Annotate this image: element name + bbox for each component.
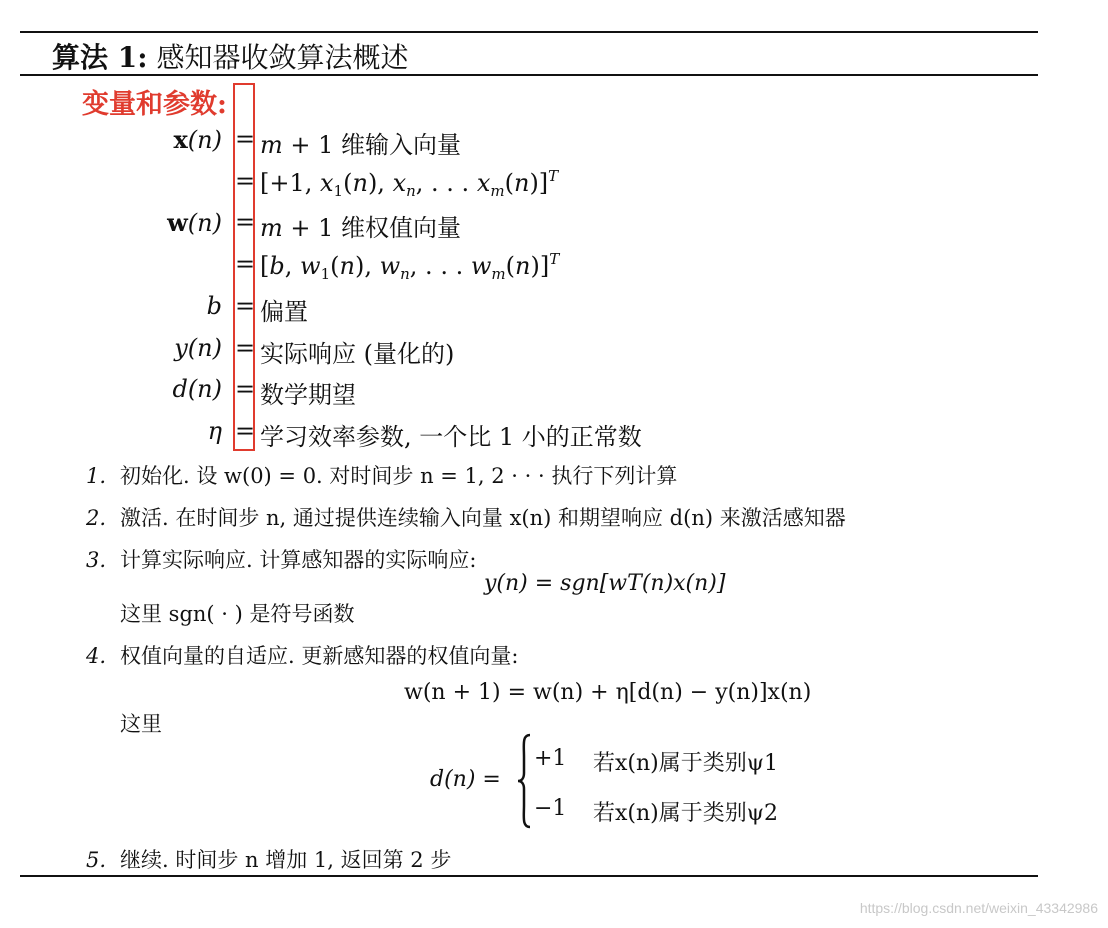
variable-rhs: 实际响应 (量化的) xyxy=(260,340,455,368)
step-number: 2. xyxy=(86,506,107,530)
variable-lhs: η xyxy=(207,417,222,445)
top-rule xyxy=(20,31,1038,33)
step-number: 4. xyxy=(86,644,107,668)
step-text: 计算实际响应. 计算感知器的实际响应: xyxy=(120,548,477,572)
variables-heading: 变量和参数: xyxy=(82,89,227,120)
case-condition: 若x(n)属于类别ψ1 xyxy=(593,751,778,776)
equals-sign: = xyxy=(235,334,256,362)
equals-sign: = xyxy=(235,250,256,278)
case-condition: 若x(n)属于类别ψ2 xyxy=(593,801,778,826)
step-4 xyxy=(86,640,518,670)
step-number: 5. xyxy=(86,848,107,872)
equals-sign: = xyxy=(235,375,256,403)
variable-rhs: 数学期望 xyxy=(260,381,356,409)
variable-rhs: m + 1 维权值向量 xyxy=(260,214,462,242)
equals-sign: = xyxy=(235,167,256,195)
step-4-equation: w(n + 1) = w(n) + η[d(n) − y(n)]x(n) xyxy=(404,680,812,705)
case-value: −1 xyxy=(534,796,567,821)
step-4-note: 这里 xyxy=(120,712,162,736)
variable-rhs: 偏置 xyxy=(260,298,308,326)
equals-sign: = xyxy=(235,208,256,236)
step-text: 激活. 在时间步 n, 通过提供连续输入向量 x(n) 和期望响应 d(n) 来激活感知器 xyxy=(120,506,846,530)
algorithm-label: 算法 1: xyxy=(52,41,148,74)
variable-lhs: x(n) xyxy=(173,125,222,154)
variable-rhs: [b, $w_1(n)$, $w_n$, . . . $w_m(n)]^T$ xyxy=(260,250,560,283)
step-text: 初始化. 设 w(0) = 0. 对时间步 n = 1, 2 · · · 执行下列计算 xyxy=(120,464,678,488)
step-1 xyxy=(86,460,677,490)
variable-rhs: [+1, $x_1(n)$, $x_n$, . . . $x_m(n)]^T$ xyxy=(260,167,559,200)
left-brace xyxy=(516,733,532,829)
variable-rhs: m + 1 维输入向量 xyxy=(260,131,462,159)
algorithm-title xyxy=(52,36,409,76)
step-3-note: 这里 sgn( · ) 是符号函数 xyxy=(120,602,355,626)
watermark: https://blog.csdn.net/weixin_43342986 xyxy=(859,900,1098,916)
algorithm-name: 感知器收敛算法概述 xyxy=(156,41,409,74)
variable-lhs: w(n) xyxy=(167,208,222,237)
variable-lhs: b xyxy=(206,292,222,320)
step-number: 3. xyxy=(86,548,107,572)
variable-lhs: y(n) xyxy=(174,334,222,362)
variable-lhs: d(n) xyxy=(172,375,222,403)
case-value: +1 xyxy=(534,746,567,771)
equals-sign: = xyxy=(235,125,256,153)
step-text: 继续. 时间步 n 增加 1, 返回第 2 步 xyxy=(120,848,452,872)
equals-sign: = xyxy=(235,292,256,320)
variable-rhs: 学习效率参数, 一个比 1 小的正常数 xyxy=(260,423,642,451)
step-5 xyxy=(86,844,451,874)
step-3 xyxy=(86,544,476,574)
step-3-equation: y(n) = sgn[wT(n)x(n)] xyxy=(484,571,726,596)
bottom-rule xyxy=(20,875,1038,877)
step-number: 1. xyxy=(86,464,107,488)
piecewise-lhs: d(n) = xyxy=(430,767,501,792)
step-text: 权值向量的自适应. 更新感知器的权值向量: xyxy=(120,644,519,668)
equals-sign: = xyxy=(235,417,256,445)
step-2 xyxy=(86,502,846,532)
